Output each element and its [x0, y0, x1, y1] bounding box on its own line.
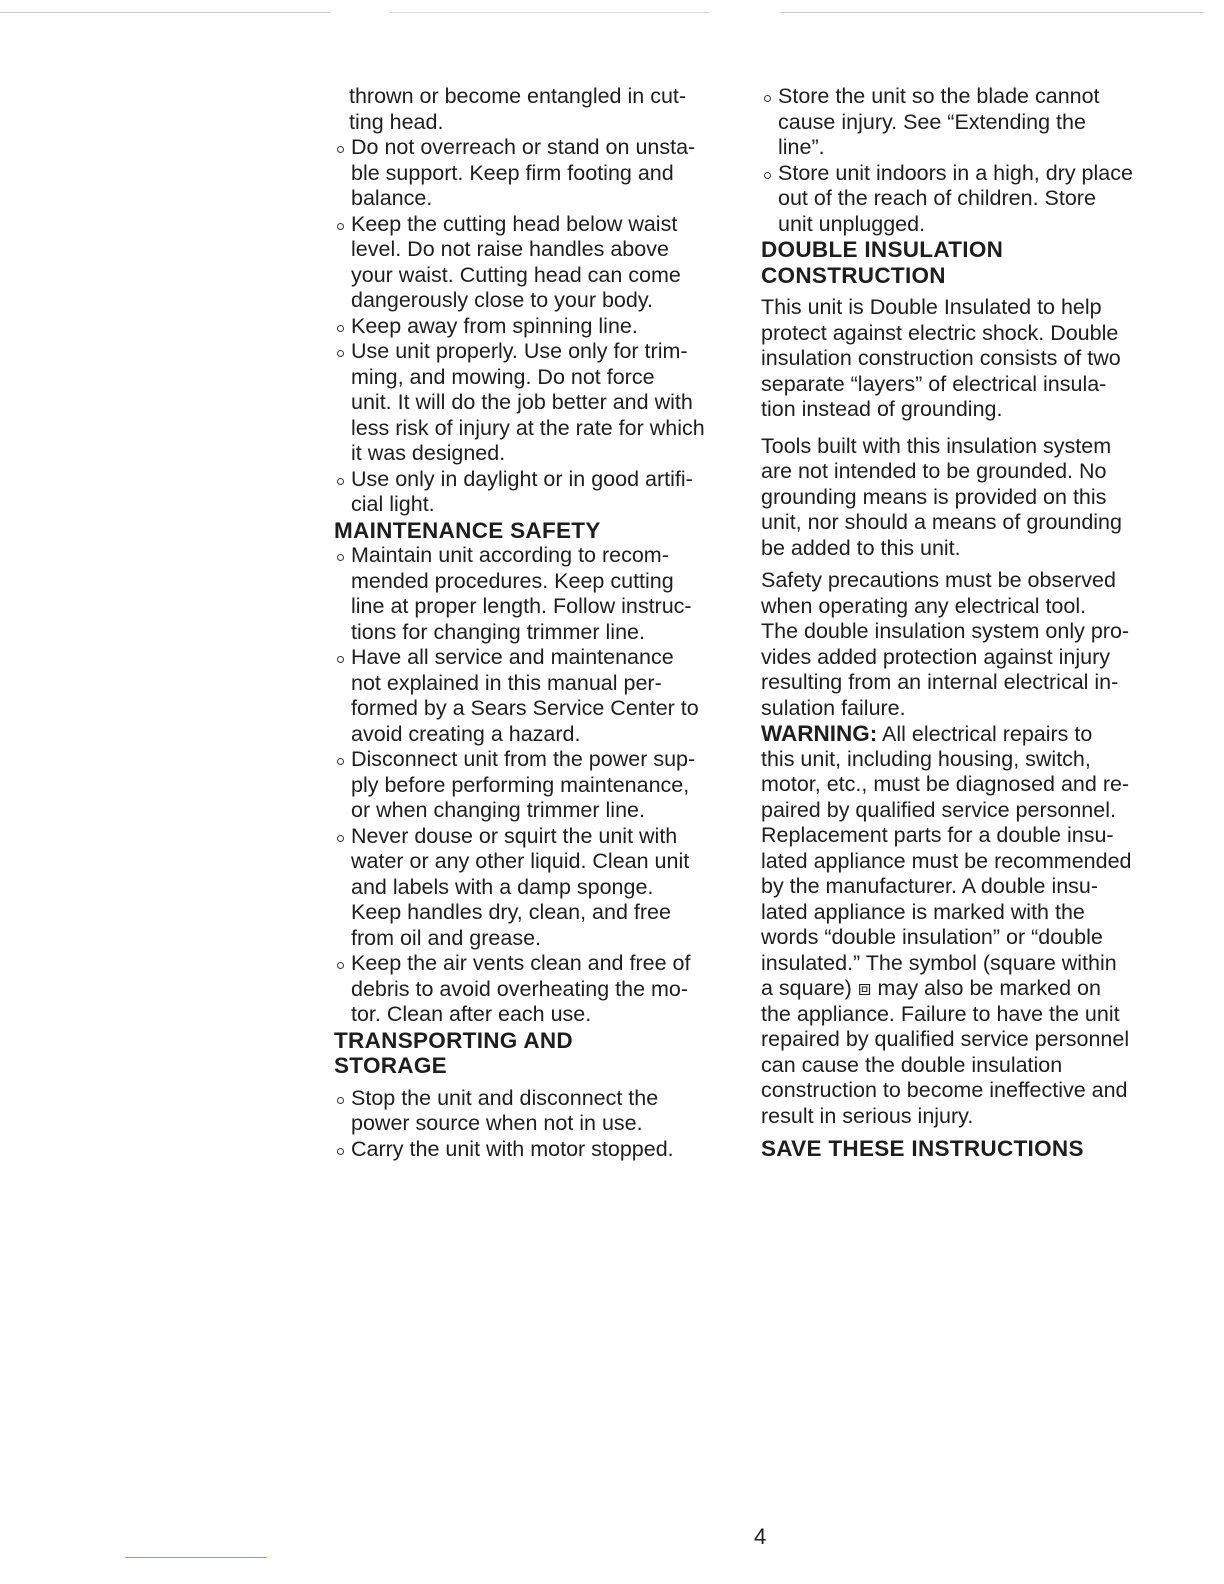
text-line: Do not overreach or stand on unsta- [334, 135, 705, 161]
text-line: repaired by qualified service personnel [761, 1027, 1130, 1051]
text-line: it was designed. [351, 441, 506, 465]
text-line: out of the reach of children. Store [778, 186, 1096, 210]
section-heading [761, 237, 1133, 288]
section-heading [334, 518, 705, 544]
section-heading [334, 1028, 705, 1079]
bullet-item [334, 1137, 705, 1163]
bullet-item [334, 135, 705, 212]
text-line: not explained in this manual per- [351, 670, 662, 695]
text-line: ble support. Keep firm footing and [351, 160, 674, 185]
text-line: cial light. [351, 492, 435, 516]
text-line: Store the unit so the blade cannot [761, 84, 1133, 110]
bullet-item [334, 645, 705, 747]
text-line: thrown or become entangled in cut- [349, 84, 687, 108]
paragraph [761, 568, 1133, 619]
text-line: by the manufacturer. A double insu- [761, 874, 1099, 898]
text-line: paired by qualified service personnel. [761, 797, 1116, 822]
bullet-item [334, 467, 705, 518]
paragraph [334, 84, 705, 135]
bullet-item [761, 84, 1133, 161]
text-line: balance. [351, 186, 433, 210]
text-line: formed by a Sears Service Center to [351, 696, 699, 720]
bullet-item [334, 212, 705, 314]
text-line: The double insulation system only pro- [761, 619, 1130, 643]
text-line: Stop the unit and disconnect the [334, 1086, 705, 1112]
text-line: MAINTENANCE SAFETY [334, 517, 601, 543]
text-line: cause injury. See “Extending the [778, 109, 1086, 134]
text-line: dangerously close to your body. [351, 288, 653, 312]
text-line: debris to avoid overheating the mo- [351, 976, 689, 1001]
text-line: Tools built with this insulation system [761, 433, 1112, 458]
text-line: power source when not in use. [351, 1111, 643, 1135]
text-line: Replacement parts for a double insu- [761, 823, 1114, 847]
text-line [761, 721, 1133, 747]
text-line: unit, nor should a means of grounding [761, 510, 1122, 534]
text-line: CONSTRUCTION [761, 262, 946, 288]
text-line: Have all service and maintenance [334, 645, 705, 671]
text-line: Store unit indoors in a high, dry place [761, 161, 1133, 187]
text-line: Disconnect unit from the power sup- [334, 747, 705, 773]
text-line: water or any other liquid. Clean unit [351, 849, 690, 873]
text-line: Keep away from spinning line. [334, 314, 705, 340]
text-line: SAVE THESE INSTRUCTIONS [761, 1136, 1084, 1161]
bullet-item [334, 747, 705, 824]
text-line: Keep the air vents clean and free of [334, 951, 705, 977]
text-line: Keep handles dry, clean, and free [351, 900, 671, 924]
text-line: Use only in daylight or in good artifi- [334, 467, 705, 493]
left-column [334, 84, 705, 1162]
text-line: level. Do not raise handles above [351, 237, 669, 261]
text-line: grounding means is provided on this [761, 484, 1107, 509]
bottom-rule [125, 1557, 267, 1558]
top-rule-mid [390, 12, 710, 13]
text-line: the appliance. Failure to have the unit [761, 1001, 1120, 1026]
right-column [761, 84, 1133, 1162]
text-line: TRANSPORTING AND [334, 1027, 573, 1053]
bullet-item [334, 1086, 705, 1137]
text-line: construction to become ineffective and [761, 1078, 1128, 1102]
text-line: this unit, including housing, switch, [761, 746, 1091, 771]
text-line: tion instead of grounding. [761, 397, 1003, 421]
text-line: and labels with a damp sponge. [351, 874, 654, 899]
text-line: insulated.” The symbol (square within [761, 950, 1117, 975]
text-line: ming, and mowing. Do not force [351, 364, 655, 389]
bullet-item [334, 314, 705, 340]
text-line: This unit is Double Insulated to help [761, 295, 1102, 319]
top-rule-left [0, 12, 330, 13]
text-line: lated appliance is marked with the [761, 899, 1085, 924]
text-line: Keep the cutting head below waist [334, 212, 705, 238]
text-line: Safety precautions must be observed [761, 568, 1116, 592]
text-line: resulting from an internal electrical in- [761, 670, 1119, 694]
top-rule-right [780, 12, 1204, 13]
text-line: unit. It will do the job better and with [351, 390, 693, 414]
text-line: unit unplugged. [778, 211, 926, 236]
bullet-item [334, 543, 705, 645]
warning-paragraph [761, 721, 1133, 1129]
section-heading [761, 1136, 1133, 1162]
text-line: ting head. [349, 109, 444, 134]
text-line: insulation construction consists of two [761, 346, 1121, 370]
text-line: sulation failure. [761, 695, 906, 720]
text-line: or when changing trimmer line. [351, 798, 645, 822]
text-line: when operating any electrical tool. [761, 593, 1087, 618]
text-line: protect against electric shock. Double [761, 320, 1119, 345]
text-line: be added to this unit. [761, 535, 961, 560]
paragraph [761, 619, 1133, 721]
text-line: avoid creating a hazard. [351, 721, 581, 746]
text-line: a square) ⧈ may also be marked on [761, 976, 1101, 1000]
text-line: Maintain unit according to recom- [334, 543, 705, 569]
paragraph [761, 295, 1133, 423]
text-line: STORAGE [334, 1053, 447, 1078]
bullet-item [334, 824, 705, 952]
warning-label: WARNING: [761, 721, 878, 746]
text-line: from oil and grease. [351, 925, 542, 950]
text-line: less risk of injury at the rate for which [351, 415, 705, 440]
text-line: are not intended to be grounded. No [761, 459, 1107, 483]
text-line: your waist. Cutting head can come [351, 262, 681, 287]
text-line: separate “layers” of electrical insula- [761, 371, 1107, 396]
text-line: DOUBLE INSULATION [761, 237, 1004, 262]
text-line: Use unit properly. Use only for trim- [334, 339, 705, 365]
text-line: mended procedures. Keep cutting [351, 568, 674, 593]
text-line: line at proper length. Follow instruc- [351, 594, 692, 618]
paragraph [761, 434, 1133, 562]
bullet-item [334, 951, 705, 1028]
text-line: vides added protection against injury [761, 644, 1110, 669]
text-line: words “double insulation” or “double [761, 925, 1103, 949]
text-line: Carry the unit with motor stopped. [334, 1137, 705, 1163]
bullet-item [334, 339, 705, 467]
text-line: tions for changing trimmer line. [351, 619, 645, 644]
text-line: motor, etc., must be diagnosed and re- [761, 772, 1130, 796]
text-line: can cause the double insulation [761, 1052, 1063, 1077]
warning-text: All electrical repairs to [877, 722, 1093, 746]
text-line: tor. Clean after each use. [351, 1002, 592, 1026]
text-line: ply before performing maintenance, [351, 772, 690, 797]
text-line: result in serious injury. [761, 1103, 974, 1128]
bullet-item [761, 161, 1133, 238]
text-line: lated appliance must be recommended [761, 848, 1132, 873]
text-line: line”. [778, 135, 825, 159]
page-number: 4 [754, 1524, 767, 1549]
text-line: Never douse or squirt the unit with [334, 824, 705, 850]
